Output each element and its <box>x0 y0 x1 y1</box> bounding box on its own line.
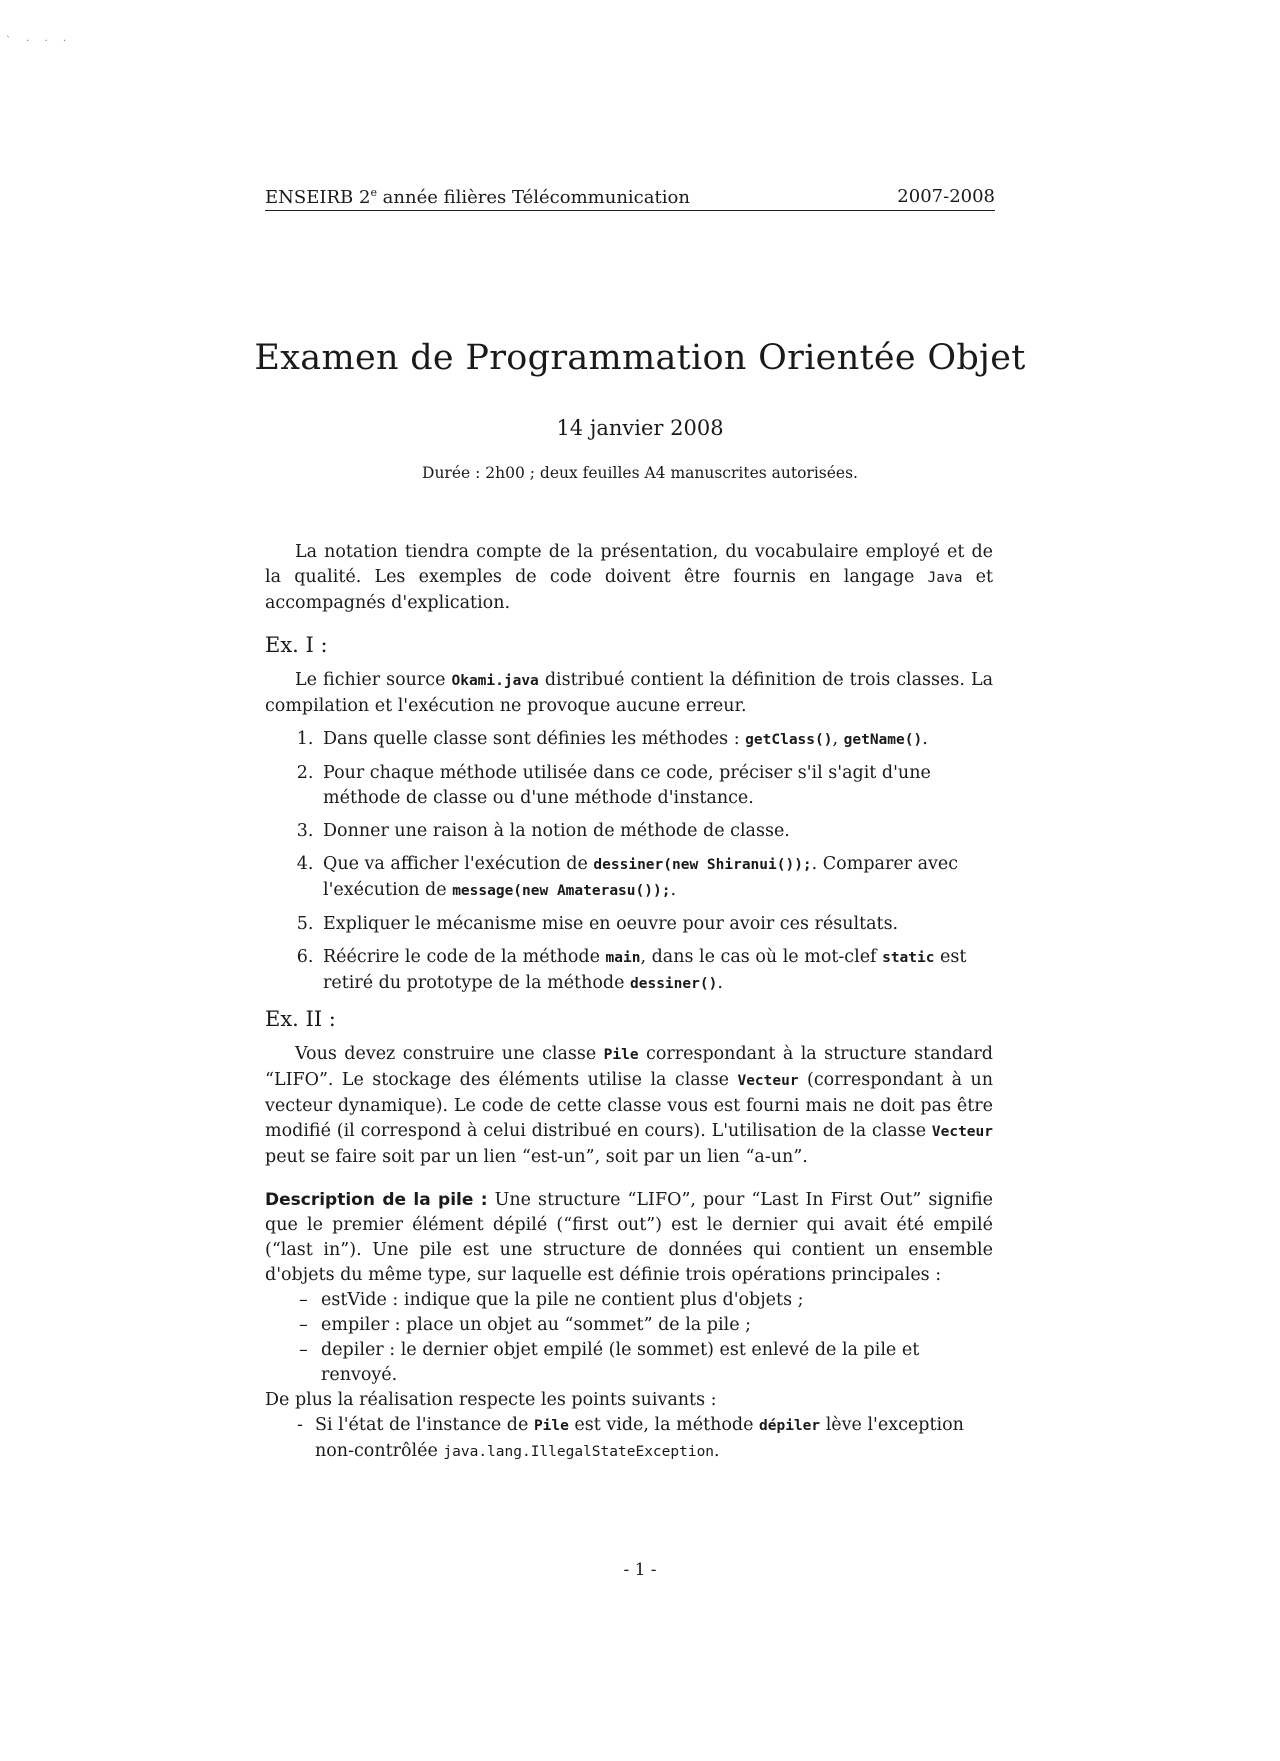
question-6 <box>319 945 993 997</box>
question-4 <box>319 852 993 904</box>
rule1-code-1: Pile <box>533 1418 569 1434</box>
intro-paragraph <box>265 540 993 616</box>
exam-title: Examen de Programmation Orientée Objet <box>254 338 1026 378</box>
exercise-1-heading: Ex. I : <box>265 633 328 657</box>
q6-code-2: static <box>882 950 935 966</box>
rule1-code-3: java.lang.IllegalStateException <box>443 1444 715 1460</box>
scan-artifact: ` · · · <box>6 36 73 47</box>
q6-code-3: dessiner() <box>630 976 718 992</box>
q1-text-1: Dans quelle classe sont définies les méthodes : <box>323 729 746 749</box>
header-left <box>265 186 690 208</box>
q1-text-2: , <box>832 729 844 749</box>
rule1-text-1: Si l'état de l'instance de <box>315 1415 534 1435</box>
header-year: 2007-2008 <box>897 186 995 207</box>
exam-date: 14 janvier 2008 <box>556 416 724 440</box>
ex2-intro-code-1: Pile <box>603 1047 639 1063</box>
q1-code-1: getClass() <box>745 732 833 748</box>
page-number: - 1 - <box>623 1560 657 1580</box>
rules-intro: De plus la réalisation respecte les points suivants : <box>265 1390 717 1410</box>
q6-text-1: Réécrire le code de la méthode <box>323 947 606 967</box>
stack-description-text: Une structure “LIFO”, pour “Last In First Out” signifie que le premier élément dépilé (“first out”) est le dernier qui avait été empilé (“last in”). Une pile est une structure de données qui contient un ensemble d'objets du même type, sur laquelle est définie trois opérations principales : <box>265 1190 993 1285</box>
exercise-2-heading: Ex. II : <box>265 1007 336 1031</box>
ex1-intro-text-1: Le fichier source <box>295 670 452 690</box>
ex1-intro-code: Okami.java <box>451 673 539 689</box>
rule-1 <box>293 1413 993 1465</box>
stack-description-label: Description de la pile : <box>265 1190 488 1210</box>
rule1-text-4: . <box>714 1441 720 1461</box>
ex2-intro-text-3: (correspondant à un vecteur dynamique). Le code de cette classe vous est fourni mais ne doit pas être modifié (il correspond à celui distribué en cours). L'utilisation de la classe <box>265 1070 993 1141</box>
ex2-intro-code-2: Vecteur <box>737 1073 799 1089</box>
intro-code-java: Java <box>927 570 963 586</box>
ex1-intro-text-2: distribué contient la définition de trois classes. La compilation et l'exécution ne provoque aucune erreur. <box>265 670 994 716</box>
q1-text-3: . <box>922 729 928 749</box>
exam-body <box>265 540 993 1465</box>
header-rule-left <box>265 210 917 211</box>
q4-text-1: Que va afficher l'exécution de <box>323 854 594 874</box>
rule1-text-2: est vide, la méthode <box>568 1415 760 1435</box>
stack-description <box>265 1188 993 1288</box>
operation-empiler: – empiler : place un objet au “sommet” de la pile ; <box>299 1313 993 1338</box>
q3-text: Donner une raison à la notion de méthode de classe. <box>323 821 790 841</box>
q2-text: Pour chaque méthode utilisée dans ce code, préciser s'il s'agit d'une méthode de classe ou d'une méthode d'instance. <box>323 763 931 808</box>
q6-code-1: main <box>605 950 641 966</box>
rule1-text-3: lève l'exception non-contrôlée <box>315 1415 964 1461</box>
question-1 <box>319 727 993 753</box>
operation-depiler: – depiler : le dernier objet empilé (le sommet) est enlevé de la pile et renvoyé. <box>299 1338 993 1388</box>
intro-text-1: La notation tiendra compte de la présentation, du vocabulaire employé et de la qualité. Les exemples de code doivent être fournis en langage <box>265 542 993 587</box>
question-5 <box>319 912 993 937</box>
q4-code-2: message(new Amaterasu()); <box>452 883 671 899</box>
q5-text: Expliquer le mécanisme mise en oeuvre pour avoir ces résultats. <box>323 914 899 934</box>
header-school: ENSEIRB 2 <box>265 187 371 208</box>
q4-code-1: dessiner(new Shiranui()); <box>593 857 812 873</box>
ex2-intro-text-4: peut se faire soit par un lien “est-un”, soit par un lien “a-un”. <box>265 1147 808 1167</box>
ex2-intro-text-1: Vous devez construire une classe <box>295 1044 604 1064</box>
rules-list <box>265 1413 993 1465</box>
exercise-1-intro <box>265 668 993 719</box>
stack-operations-list <box>265 1288 993 1388</box>
exercise-2-intro <box>265 1042 993 1170</box>
q4-text-3: . <box>670 880 677 900</box>
header-rule-right <box>831 210 995 211</box>
question-2 <box>319 761 993 811</box>
operation-estvide: – estVide : indique que la pile ne contient plus d'objets ; <box>299 1288 993 1313</box>
q4-text-2: . Comparer avec l'exécution de <box>323 854 959 900</box>
question-3 <box>319 819 993 844</box>
header-program: année filières Télécommunication <box>376 187 690 208</box>
rule1-code-2: dépiler <box>759 1418 821 1434</box>
q6-text-4: . <box>717 973 723 993</box>
running-header <box>265 186 995 216</box>
q6-text-2: , dans le cas où le mot-clef <box>640 947 883 967</box>
header-sup: e <box>370 186 377 199</box>
ex2-intro-code-3: Vecteur <box>931 1124 993 1140</box>
intro-text-2: et accompagnés d'explication. <box>265 567 993 613</box>
q1-code-2: getName() <box>843 732 923 748</box>
exam-duration: Durée : 2h00 ; deux feuilles A4 manuscrites autorisées. <box>422 464 858 482</box>
ex2-intro-text-2: correspondant à la structure standard “LIFO”. Le stockage des éléments utilise la classe <box>265 1044 994 1090</box>
q6-text-3: est retiré du prototype de la méthode <box>323 947 967 993</box>
exercise-1-questions <box>265 727 993 997</box>
